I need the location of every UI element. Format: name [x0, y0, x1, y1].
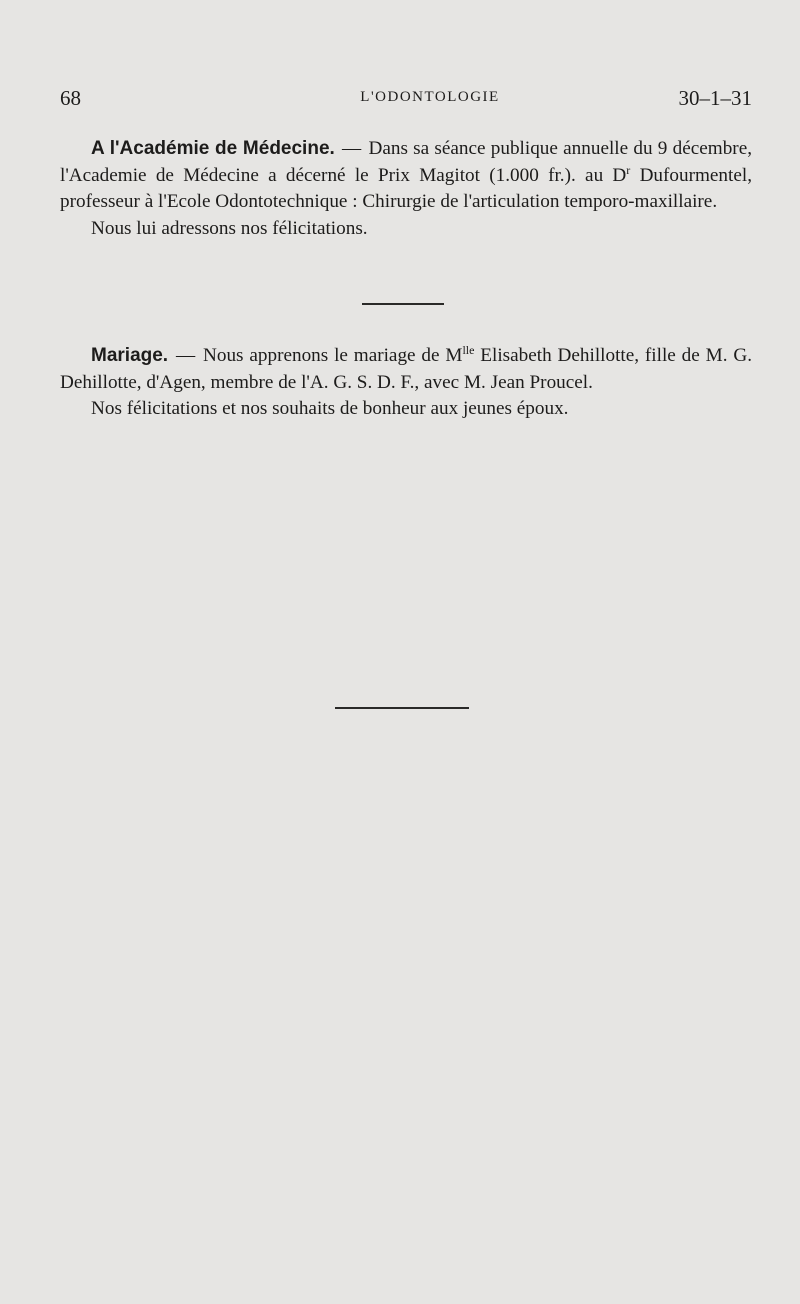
issue-number: 30–1–31 — [678, 86, 752, 110]
article-paragraph — [60, 136, 752, 216]
em-dash: — — [342, 138, 362, 159]
article-text: Nous apprenons le mariage de M — [203, 345, 463, 366]
article-paragraph — [60, 396, 752, 423]
article-text: Dufourmentel, professeur à l'Ecole Odontotechnique : Chirurgie de l'articulation temporo-maxillaire. — [60, 164, 753, 212]
article-paragraph — [60, 216, 752, 243]
article-closing: Nous lui adressons nos félicitations. — [91, 217, 368, 239]
article-mariage — [60, 343, 752, 423]
running-title: L'ODONTOLOGIE — [360, 89, 500, 105]
article-text: Dans sa séance publique annuelle du 9 décembre, l'Academie de Médecine a décerné le Prix Magitot (1.000 fr.). au D — [60, 138, 753, 186]
article-heading: A l'Académie de Médecine. — [91, 138, 335, 159]
article-paragraph — [60, 343, 752, 396]
article-heading: Mariage. — [91, 345, 169, 366]
article-text: Elisabeth Dehillotte, fille de M. G. Dehillotte, d'Agen, membre de l'A. G. S. D. F., avec M. Jean Proucel. — [60, 345, 752, 393]
page-number: 68 — [60, 86, 81, 110]
article-closing: Nos félicitations et nos souhaits de bonheur aux jeunes époux. — [91, 398, 569, 419]
superscript-mlle: lle — [462, 343, 475, 357]
section-divider — [362, 303, 444, 305]
page-header — [60, 86, 752, 116]
article-academie — [60, 136, 752, 242]
em-dash: — — [175, 345, 196, 366]
superscript-dr: r — [626, 162, 631, 177]
section-divider — [335, 707, 469, 709]
